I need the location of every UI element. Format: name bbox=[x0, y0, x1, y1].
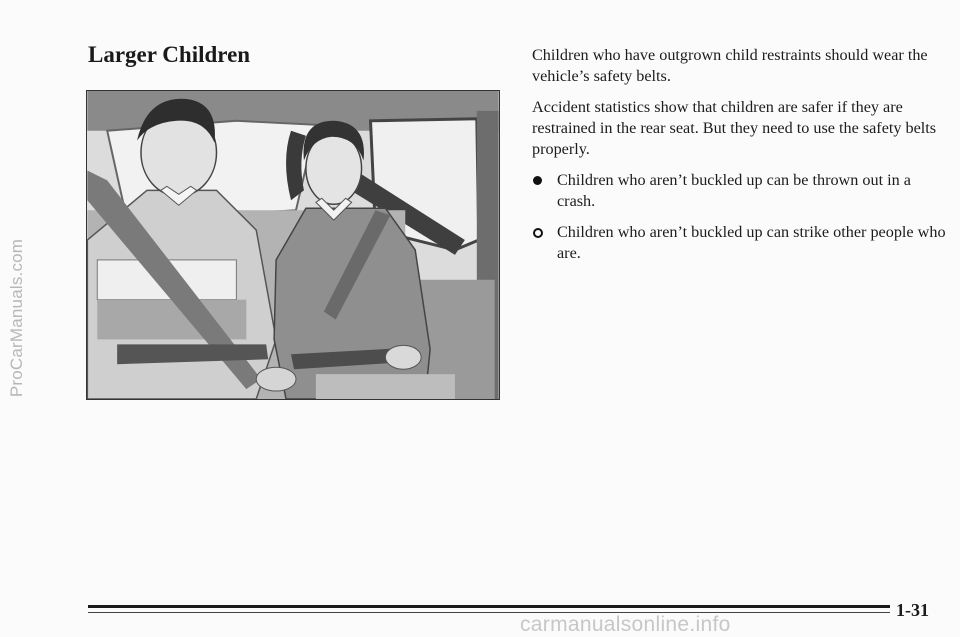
children-safety-belt-illustration bbox=[86, 90, 500, 400]
bullet-item bbox=[532, 170, 947, 212]
watermark-left-container bbox=[2, 0, 32, 636]
ring-bullet-icon bbox=[533, 228, 543, 238]
footer-rule-thin bbox=[88, 612, 890, 613]
bullet-list bbox=[532, 170, 947, 264]
statistics-paragraph: Accident statistics show that children are safer if they are restrained in the rear seat. But they need to use the safety belts properly. bbox=[532, 98, 937, 158]
watermark-procarmanuals: ProCarManuals.com bbox=[7, 238, 26, 398]
intro-paragraph: Children who have outgrown child restraints should wear the vehicle’s safety belts. bbox=[532, 46, 928, 85]
footer-rule bbox=[88, 605, 890, 608]
illustration-drawing bbox=[87, 91, 499, 399]
page-number: 1-31 bbox=[896, 600, 929, 620]
filled-bullet-icon bbox=[533, 176, 542, 185]
bullet-text: Children who aren’t buckled up can strike other people who are. bbox=[557, 223, 946, 262]
bullet-text: Children who aren’t buckled up can be thrown out in a crash. bbox=[557, 171, 911, 210]
body-text-column bbox=[532, 45, 947, 274]
section-heading: Larger Children bbox=[88, 42, 251, 67]
watermark-carmanualsonline: carmanualsonline.info bbox=[520, 613, 731, 636]
bullet-item bbox=[532, 222, 947, 264]
